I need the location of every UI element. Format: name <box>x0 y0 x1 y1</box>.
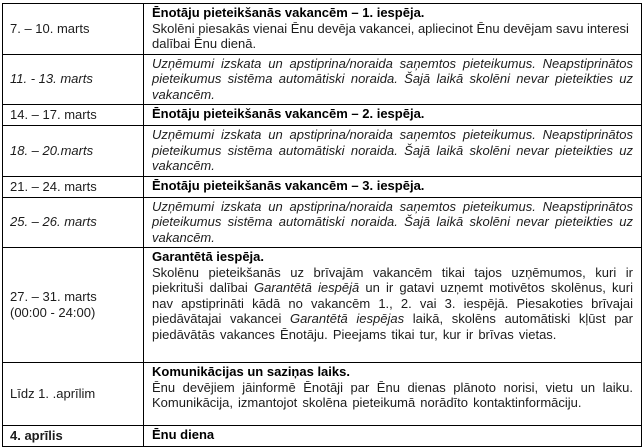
date-range: Līdz 1. .aprīlim <box>10 386 96 401</box>
body-segment: un ir gatavi uzņemt motivētos skolēnus, kuri nav apstiprināti kādā no vakancēm 1., 2. vai 3. iespējā. Piesakoties brīvajai piedāvātajai vakancei <box>152 280 634 326</box>
phase-title: Komunikācijas un saziņas laiks. <box>152 364 350 379</box>
body-segment-italic: Garantētā iespējas <box>289 311 405 326</box>
description-cell <box>144 105 642 126</box>
schedule-table <box>2 3 642 447</box>
table-row <box>3 176 642 197</box>
phase-title: Garantētā iespēja. <box>152 249 264 264</box>
date-time-range: (00:00 - 24:00) <box>10 305 96 320</box>
phase-title: Ēnu diena <box>152 427 215 442</box>
table-row <box>3 363 642 426</box>
phase-body: Ēnu devējiem jāinformē Ēnotāji par Ēnu dienas plānoto norisi, vietu un laiku. Komunikācija, izmantojot skolēna pieteikumā norādīto kontaktinformāciju. <box>152 379 633 410</box>
table-row <box>3 4 642 55</box>
phase-title: Ēnotāju pieteikšanās vakancēm – 2. iespēja. <box>152 106 425 121</box>
date-cell <box>3 176 144 197</box>
date-cell <box>3 248 144 363</box>
date-cell <box>3 426 144 447</box>
table-row <box>3 105 642 126</box>
description-cell <box>144 363 642 426</box>
body-segment: Skolēnu pieteikšanās uz brīvajām vakancēm tikai tajos uzņēmumos, kuri ir piekrituši dalībai <box>152 264 633 295</box>
date-cell <box>3 4 144 55</box>
body-segment: laikā, skolēns automātiski kļūst par piedāvātās vakances Ēnotāju. Pieejams tikai tur, kur ir brīvas vietas. <box>152 311 633 342</box>
phase-body: Uzņēmumi izskata un apstiprina/noraida saņemtos pieteikumus. Neapstiprinātos pieteikumus sistēma automātiski noraida. Šajā laikā skolēni nevar pieteikties uz vakancēm. <box>152 55 633 102</box>
phase-title: Ēnotāju pieteikšanās vakancēm – 1. iespēja. <box>152 5 425 20</box>
date-range: 25. – 26. marts <box>10 214 97 230</box>
date-cell <box>3 105 144 126</box>
description-cell <box>144 4 642 55</box>
date-range: 27. – 31. marts <box>10 289 97 304</box>
phase-body <box>152 265 633 343</box>
table-row <box>3 426 642 447</box>
date-range: 7. – 10. marts <box>10 20 90 36</box>
date-cell <box>3 197 144 248</box>
date-range: 21. – 24. marts <box>10 178 97 194</box>
date-range: 18. – 20.marts <box>10 142 94 158</box>
table-row <box>3 248 642 363</box>
date-cell <box>3 126 144 177</box>
description-cell <box>144 54 642 105</box>
date-cell <box>3 363 144 426</box>
date-range: 11. - 13. marts <box>10 71 93 87</box>
description-cell <box>144 248 642 363</box>
phase-body: Skolēni piesakās vienai Ēnu devēja vakancei, apliecinot Ēnu devējam savu interesi dalībai Ēnu dienā. <box>152 20 629 51</box>
phase-body: Uzņēmumi izskata un apstiprina/noraida saņemtos pieteikumus. Neapstiprinātos pieteikumus sistēma automātiski noraida. Šajā laikā skolēni nevar pieteikties uz vakancēm. <box>152 198 633 245</box>
date-range: 4. aprīlis <box>10 428 63 443</box>
table-row <box>3 197 642 248</box>
body-segment-italic: Garantētā iespējā <box>253 280 360 295</box>
table-row <box>3 126 642 177</box>
phase-title: Ēnotāju pieteikšanās vakancēm – 3. iespēja. <box>152 177 425 193</box>
description-cell <box>144 197 642 248</box>
date-cell <box>3 54 144 105</box>
description-cell <box>144 176 642 197</box>
date-range: 14. – 17. marts <box>10 107 97 122</box>
description-cell <box>144 126 642 177</box>
phase-body: Uzņēmumi izskata un apstiprina/noraida saņemtos pieteikumus. Neapstiprinātos pieteikumus sistēma automātiski noraida. Šajā laikā skolēni nevar pieteikties uz vakancēm. <box>152 127 633 173</box>
description-cell <box>144 426 642 447</box>
table-row <box>3 54 642 105</box>
